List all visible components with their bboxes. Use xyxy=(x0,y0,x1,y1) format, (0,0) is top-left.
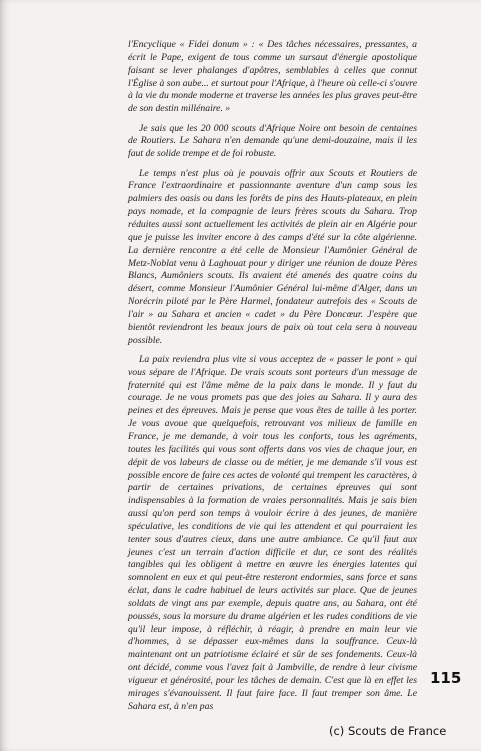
paragraph-scouts-africa: Je sais que les 20 000 scouts d'Afrique Noire ont besoin de centaines de Routiers. Le Sahara n'en demande qu'une demi-douzaine, mais il les faut de solide trempe et de foi robuste. xyxy=(128,122,417,160)
body-text xyxy=(128,39,417,720)
paragraph-peace-bridge: La paix reviendra plus vite si vous acceptez de « passer le pont » qui vous sépare de l'Afrique. De vrais scouts sont porteurs d'un message de fraternité qui est l'âme même de la paix dans le monde. Il y faut du courage. Je ne vous promets pas que des joies au Sahara. Il y aura des peines et des épreuves. Mais je pense que vous êtes de taille à les porter. Je vous avoue que quelquefois, retrouvant vos milieux de famille en France, je me demande, à voir tous les conforts, tous les agréments, toutes les facilités qui vous sont offerts dans vos vies de chaque jour, en dépit de vos labeurs de classe ou de métier, je me demande s'il vous est possible encore de faire ces actes de volonté qui trempent les caractères, à partir de certaines privations, de certaines épreuves qui sont indispensables à la formation de vraies personnalités. Mais je sais bien aussi qu'on perd son temps à vouloir écrire à des jeunes, de manière spéculative, les conditions de vie qui les attendent et qui pourraient les tenter sous d'autres cieux, dans une autre ambiance. Ce qu'il faut aux jeunes c'est un terrain d'action difficile et dur, ce sont des réalités tangibles qui les obligent à mettre en œuvre les énergies latentes qui somnolent en eux et qui peut-être resteront endormies, sans force et sans éclat, dans le cadre habituel de leurs activités sur place. Que de jeunes soldats de vingt ans par exemple, depuis quatre ans, au Sahara, ont été poussés, sous la morsure du drame algérien et les rudes conditions de vie qu'il leur impose, à réfléchir, à réagir, à prendre en main leur vie d'hommes, à se dépasser eux-mêmes dans la souffrance. Ceux-là maintenant ont un patriotisme éclairé et sûr de ses fondements. Ceux-là ont décidé, comme vous l'avez fait à Jambville, de rendre à leur civisme vigueur et générosité, pour les tâches de demain. C'est que là en effet les mirages s'évanouissent. Il faut faire face. Il faut tremper son âme. Le Sahara est, à n'en pas xyxy=(128,353,417,712)
page-number: 115 xyxy=(430,669,462,687)
paragraph-encyclical-quote: l'Encyclique « Fidei donum » : « Des tâches nécessaires, pressantes, a écrit le Pape, exigent de tous comme un sursaut d'énergie apostolique faisant se lever phalanges d'apôtres, semblables à celles que connut l'Église à son aube... et surtout pour l'Afrique, à l'heure où celle-ci s'ouvre à la vie du monde moderne et traverse les années les plus graves peut-être de son destin millénaire. » xyxy=(128,39,417,115)
copyright-notice: (c) Scouts de France xyxy=(329,724,447,738)
paragraph-camps-sahara: Le temps n'est plus où je pouvais offrir aux Scouts et Routiers de France l'extraordinaire et passionnante aventure d'un camp sous les palmiers des oasis ou dans les forêts de pins des Hauts-plateaux, en plein pays nomade, et la compagnie de leurs frères scouts du Sahara. Trop réduites aussi sont actuellement les activités de plein air en Algérie pour que je puisse les inviter encore à des camps d'été sur la côte algérienne. La dernière rencontre a été celle de Monsieur l'Aumônier Général de Metz-Noblat venu à Laghouat pour y diriger une réunion de douze Pères Blancs, Aumôniers scouts. Ils avaient été amenés des quatre coins du désert, comme Monsieur l'Aumônier Général lui-même d'Alger, dans un Norécrin piloté par le Père Harmel, fondateur autrefois des « Scouts de l'air » au Sahara et ancien « cadet » du Père Doncœur. J'espère que bientôt reviendront les beaux jours de paix où tout cela sera à nouveau possible. xyxy=(128,167,417,346)
